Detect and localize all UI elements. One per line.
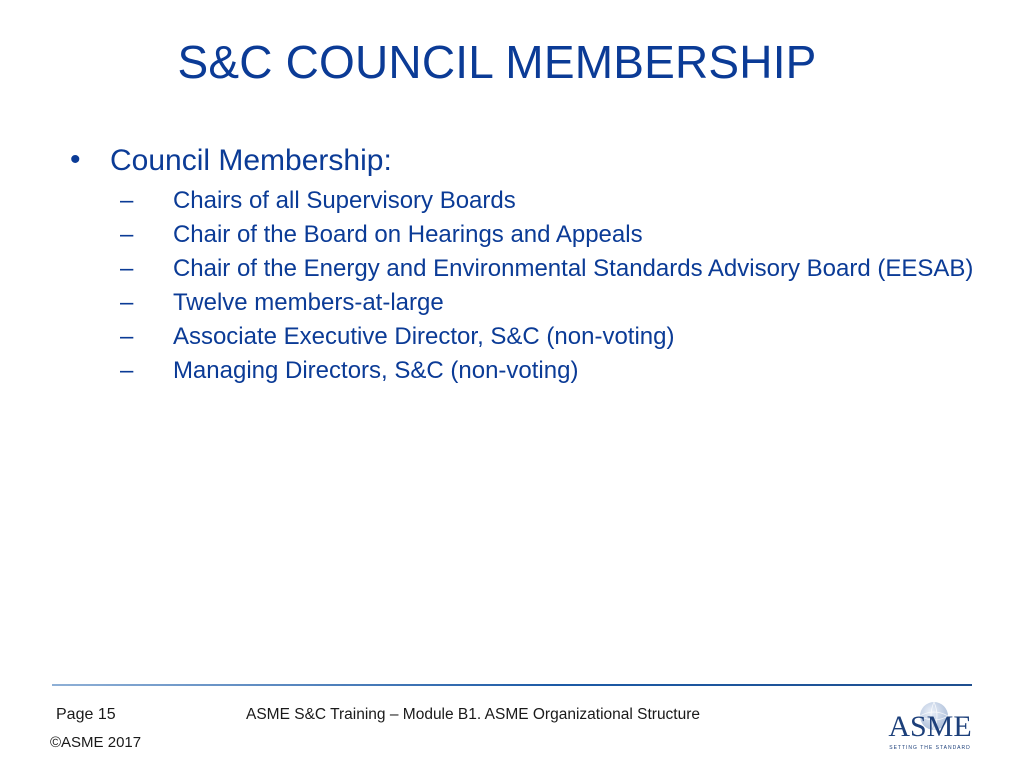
dash-icon: – [120,357,134,384]
dash-icon: – [120,187,134,214]
logo-tagline: SETTING THE STANDARD [889,745,971,751]
bullet-icon: • [70,143,81,176]
sub-bullet-text: Associate Executive Director, S&C (non-voting) [172,323,675,350]
sub-bullet-list [68,184,1008,388]
sub-bullet-item [120,252,1008,286]
sub-bullet-item [120,320,1008,354]
slide-content [68,142,1008,388]
bullet-item [68,142,1008,184]
dash-icon: – [120,323,134,350]
bullet-label: Council Membership: [110,144,392,177]
dash-icon: – [120,289,134,316]
sub-bullet-text: Chair of the Board on Hearings and Appeals [172,221,643,248]
sub-bullet-text: Chair of the Energy and Environmental Standards Advisory Board (EESAB) [172,255,974,282]
dash-icon: – [120,255,134,282]
sub-bullet-item [120,184,1008,218]
sub-bullet-text: Twelve members-at-large [172,289,444,316]
logo-wordmark: ASME [888,710,972,743]
sub-bullet-item [120,354,1008,388]
sub-bullet-item [120,286,1008,320]
sub-bullet-text: Chairs of all Supervisory Boards [172,187,516,214]
asme-logo [878,694,982,758]
footer-divider [52,684,972,686]
copyright-notice: ©ASME 2017 [50,734,142,751]
sub-bullet-item [120,218,1008,252]
footer-title: ASME S&C Training – Module B1. ASME Organizational Structure [246,706,701,723]
slide-title: S&C COUNCIL MEMBERSHIP [177,36,817,88]
page-number: Page 15 [56,706,116,723]
dash-icon: – [120,221,134,248]
sub-bullet-text: Managing Directors, S&C (non-voting) [172,357,579,384]
